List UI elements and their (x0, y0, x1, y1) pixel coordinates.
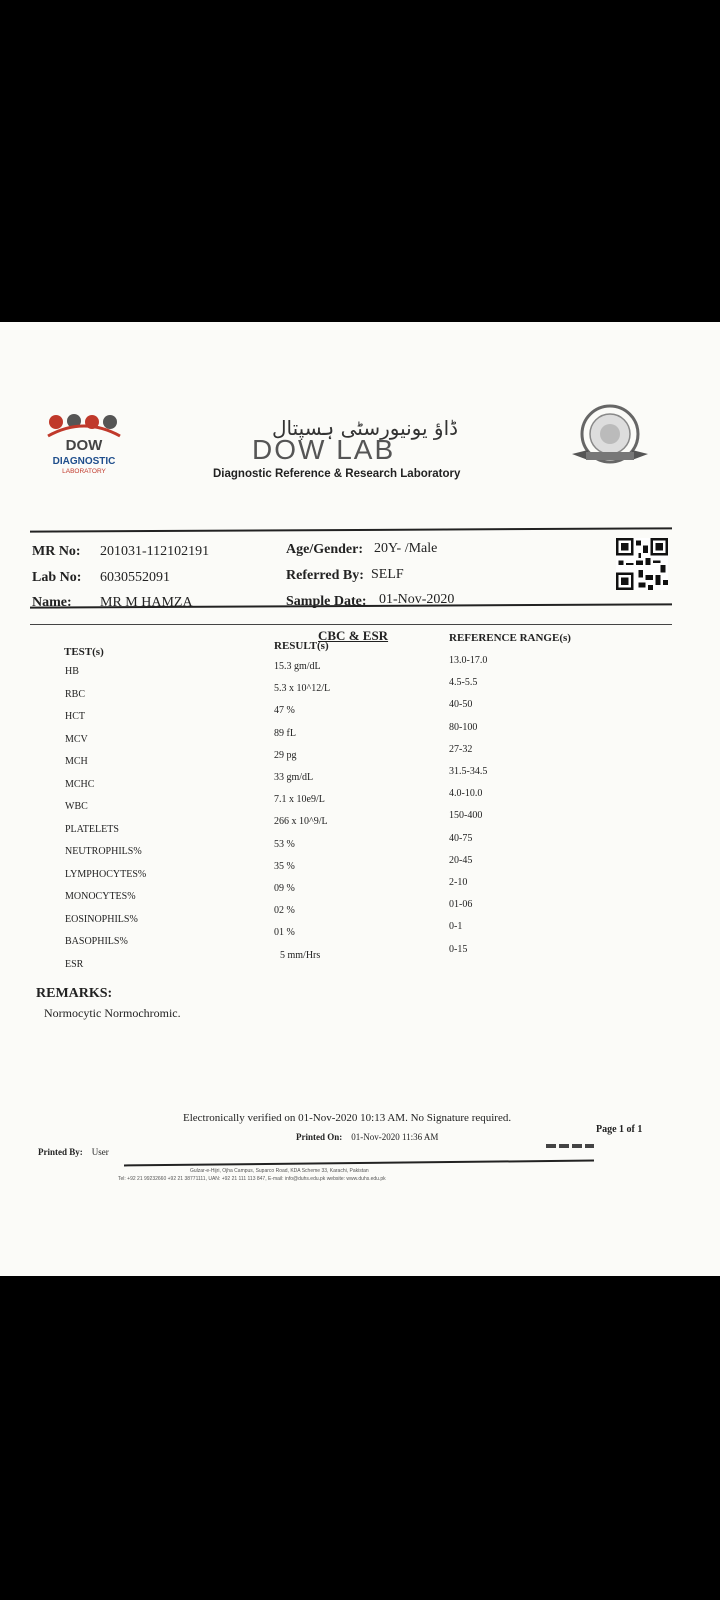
test-name: MCV (65, 733, 88, 745)
printed-by-label: Printed By: (38, 1147, 83, 1157)
lab-no-label: Lab No: (32, 570, 82, 585)
test-result: 5.3 x 10^12/L (274, 683, 331, 695)
sample-date-label: Sample Date: (286, 594, 367, 609)
test-name: LYMPHOCYTES% (65, 868, 147, 880)
test-name: HCT (65, 711, 85, 722)
remarks-heading: REMARKS: (36, 986, 113, 1001)
test-name: RBC (65, 688, 86, 700)
title-rule (30, 624, 672, 625)
barcode-strip (546, 1144, 594, 1148)
remarks-text: Normocytic Normochromic. (44, 1006, 181, 1020)
test-result: 33 gm/dL (274, 772, 314, 783)
test-result: 35 % (274, 860, 295, 872)
age-gender-value: 20Y- /Male (374, 541, 438, 556)
reference-range: 40-50 (449, 699, 473, 711)
test-name: BASOPHILS% (65, 936, 128, 947)
test-name: MCH (65, 756, 88, 767)
name-label: Name: (32, 595, 72, 610)
patient-name: MR M HAMZA (100, 595, 193, 610)
qr-code (616, 538, 668, 590)
test-name: EOSINOPHILS% (65, 913, 138, 925)
test-result: 47 % (274, 705, 295, 717)
test-result: 7.1 x 10e9/L (274, 794, 325, 806)
reference-range: 150-400 (449, 810, 483, 822)
reference-range: 4.0-10.0 (449, 788, 483, 800)
printed-on-label: Printed On: (296, 1132, 343, 1142)
test-result: 266 x 10^9/L (274, 816, 328, 828)
reference-range: 20-45 (449, 854, 473, 866)
header-divider-top (30, 527, 672, 532)
mr-no-value: 201031-112102191 (100, 544, 210, 559)
test-result: 02 % (274, 905, 295, 917)
svg-text:DIAGNOSTIC: DIAGNOSTIC (52, 456, 116, 467)
test-name: WBC (65, 801, 88, 812)
test-name: ESR (65, 958, 84, 970)
printed-on-value: 01-Nov-2020 11:36 AM (351, 1132, 439, 1142)
referred-by-value: SELF (371, 567, 404, 582)
lab-no-value: 6030552091 (100, 570, 170, 585)
footer-address: Gulzar-e-Hijri, Ojha Campus, Suparco Road, KDA Scheme 33, Karachi, Pakistan (190, 1168, 369, 1174)
urdu-hospital-name: ڈاؤ یونیورسٹی ہسپتال (272, 416, 459, 440)
brand-subtitle: Diagnostic Reference & Research Laboratory (213, 468, 461, 480)
test-name: MONOCYTES% (65, 891, 136, 902)
sample-date-value: 01-Nov-2020 (379, 592, 455, 607)
col-test-header: TEST(s) (64, 646, 104, 658)
printed-by (38, 1147, 109, 1157)
svg-text:DOW: DOW (65, 437, 103, 454)
footer-contact: Tel: +92 21 99232660 +92 21 38771111, UAN: +92 21 111 113 847, E-mail: info@duhs.edu.pk website: www.duhs.edu.pk (118, 1176, 386, 1182)
dow-diagnostic-logo (34, 412, 134, 482)
footer-rule (124, 1160, 594, 1167)
reference-range: 4.5-5.5 (449, 677, 478, 689)
test-name: MCHC (65, 778, 95, 790)
reference-range: 40-75 (449, 832, 473, 844)
printed-by-value: User (91, 1147, 109, 1157)
reference-range: 2-10 (449, 877, 468, 888)
reference-range: 01-06 (449, 899, 473, 911)
svg-text:LABORATORY: LABORATORY (62, 468, 106, 475)
brand-title: DOW LAB (252, 434, 396, 465)
test-result: 15.3 gm/dL (274, 661, 321, 672)
referred-by-label: Referred By: (286, 568, 364, 583)
test-result: 09 % (274, 883, 295, 894)
reference-range: 80-100 (449, 721, 478, 733)
test-result: 29 pg (274, 749, 297, 761)
university-seal-logo (570, 402, 652, 472)
mr-no-label: MR No: (32, 544, 81, 559)
test-result: 89 fL (274, 727, 296, 739)
lab-report-page (0, 322, 720, 1276)
test-result: 01 % (274, 927, 295, 939)
reference-range: 27-32 (449, 743, 473, 755)
report-title: CBC & ESR (318, 628, 389, 643)
page-number: Page 1 of 1 (596, 1124, 643, 1135)
reference-range: 31.5-34.5 (449, 766, 488, 777)
verification-note: Electronically verified on 01-Nov-2020 10:13 AM. No Signature required. (183, 1112, 512, 1124)
test-name: PLATELETS (65, 823, 119, 835)
age-gender-label: Age/Gender: (286, 542, 363, 557)
reference-range: 0-15 (449, 943, 468, 955)
test-name: HB (65, 666, 79, 677)
test-result: 53 % (274, 838, 295, 850)
test-result: 5 mm/Hrs (280, 949, 321, 961)
test-name: NEUTROPHILS% (65, 846, 142, 857)
col-range-header: REFERENCE RANGE(s) (449, 632, 571, 644)
printed-on (296, 1132, 438, 1142)
col-result-header: RESULT(s) (274, 640, 329, 652)
reference-range: 0-1 (449, 921, 463, 933)
reference-range: 13.0-17.0 (449, 655, 488, 666)
